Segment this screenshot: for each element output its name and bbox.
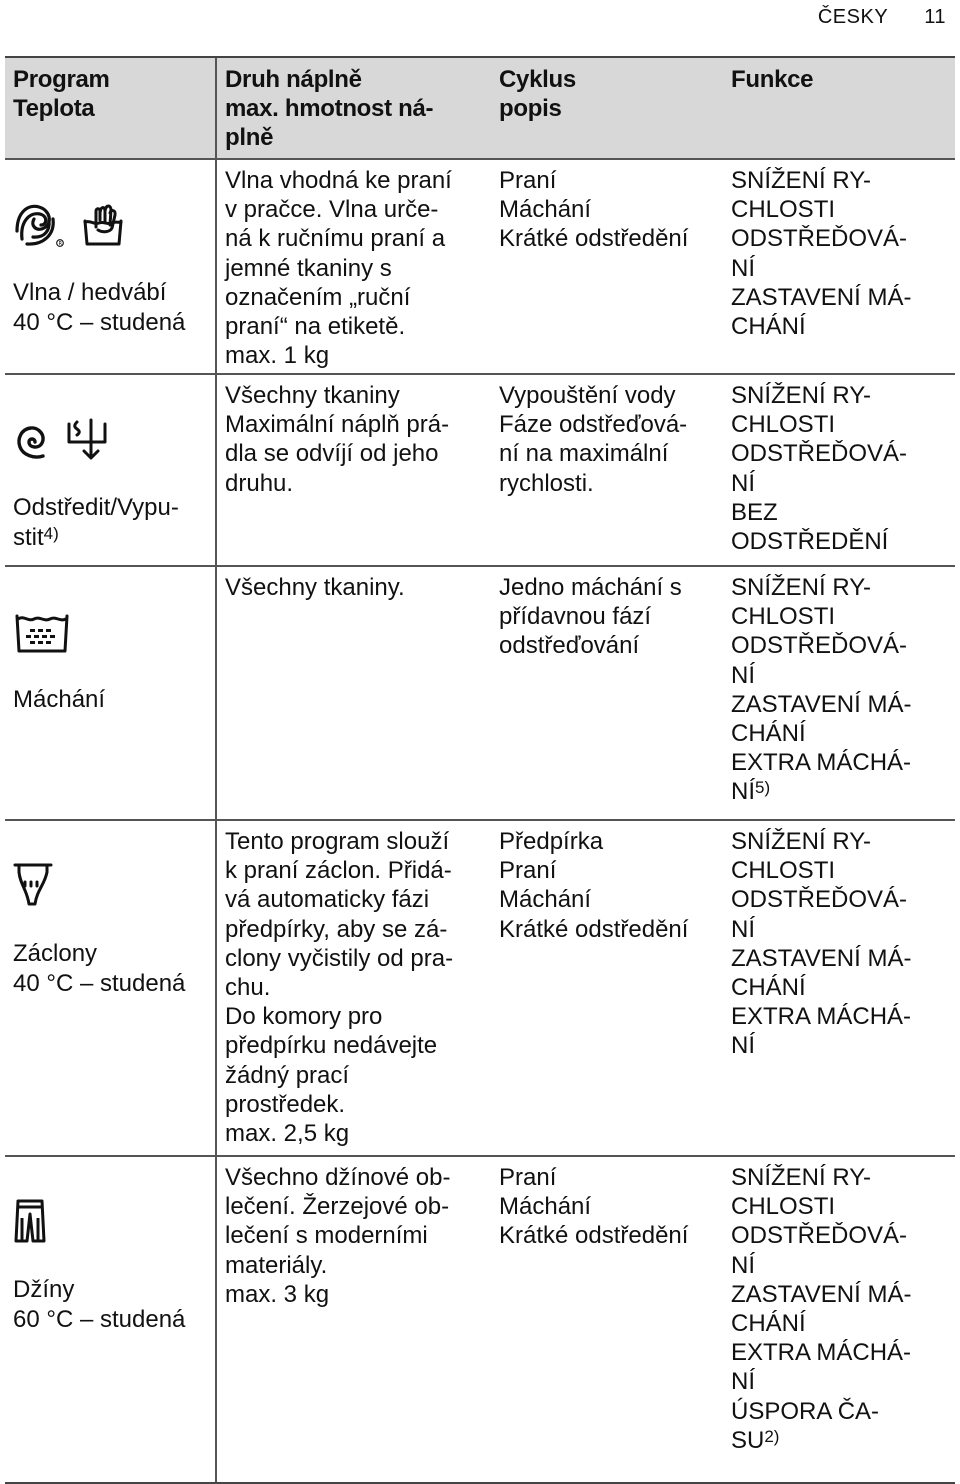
drain-icon [65, 418, 109, 462]
program-cell [5, 567, 217, 819]
load-cell: Tento program slouží k praní záclon. Přidá- vá automaticky fázi předpírky, aby se zá- clony vyčistily od pra- chu. Do komory pro předpírku nedávejte žádný prací prostředek. max. 2,5 kg [225, 828, 454, 1148]
functions-cell [723, 160, 955, 373]
jeans-icon [13, 1198, 47, 1244]
program-icons [13, 197, 205, 247]
column-header-load: Druh náplně max. hmotnost ná- plně [225, 66, 434, 152]
cycle-cell: Praní Máchání Krátké odstředění [499, 1164, 689, 1250]
program-table [5, 56, 955, 1484]
program-name: Máchání [13, 686, 106, 714]
cycle-cell: Jedno máchání s přídavnou fází odstřeďování [499, 574, 682, 660]
table-row [5, 375, 955, 567]
program-icons [13, 858, 205, 908]
column-header-cycle: Cyklus popis [499, 66, 576, 123]
program-name: Vlna / hedvábí 40 °C – studená [13, 279, 186, 336]
functions-text: SNÍŽENÍ RY- CHLOSTI ODSTŘEĎOVÁ- NÍ BEZ ODSTŘEDĚNÍ [731, 382, 908, 556]
program-cell [5, 1157, 217, 1482]
program-cell [5, 821, 217, 1155]
program-cell [5, 375, 217, 565]
footnote-ref: 5) [755, 778, 771, 798]
load-cell: Vlna vhodná ke praní v pračce. Vlna urče- ná k ručnímu praní a jemné tkaniny s označením „ruční praní“ na etiketě. max. 1 kg [225, 167, 452, 370]
language-label: ČESKY [817, 6, 889, 28]
program-cell [5, 160, 217, 373]
load-cell: Všechny tkaniny Maximální náplň prá- dla se odvíjí od jeho druhu. [225, 382, 450, 497]
functions-text: SNÍŽENÍ RY- CHLOSTI ODSTŘEĎOVÁ- NÍ ZASTAVENÍ MÁ- CHÁNÍ [731, 167, 912, 341]
page-header [818, 6, 946, 29]
functions-cell [723, 375, 955, 565]
program-name: Odstředit/Vypu- stit$^{4)}$ [13, 494, 179, 551]
wool-mark-icon [13, 201, 71, 247]
table-row [5, 160, 955, 375]
program-icons [13, 604, 205, 654]
table-row [5, 1157, 955, 1482]
column-header-program: Program Teplota [5, 58, 217, 158]
functions-cell [723, 1157, 955, 1482]
cycle-cell: Předpírka Praní Máchání Krátké odstředění [499, 828, 689, 943]
spin-icon [13, 418, 55, 462]
functions-cell [723, 567, 955, 819]
cycle-cell: Vypouštění vody Fáze odstřeďová- ní na maximální rychlosti. [499, 382, 688, 497]
table-header-row [5, 58, 955, 160]
footnote-ref: 2) [764, 1426, 780, 1446]
svg-text:R: R [58, 242, 62, 248]
column-header-functions: Funkce [731, 66, 814, 93]
table-row [5, 567, 955, 821]
functions-cell [723, 821, 955, 1155]
program-icons [13, 1194, 205, 1244]
program-name: Džíny 60 °C – studená [13, 1276, 186, 1333]
load-cell: Všechny tkaniny. [225, 574, 405, 601]
table-row [5, 821, 955, 1157]
program-name: Záclony 40 °C – studená [13, 940, 186, 997]
hand-wash-icon [81, 201, 125, 247]
cycle-cell: Praní Máchání Krátké odstředění [499, 167, 689, 253]
functions-text: SNÍŽENÍ RY- CHLOSTI ODSTŘEĎOVÁ- NÍ ZASTAVENÍ MÁ- CHÁNÍ EXTRA MÁCHÁ- NÍ ÚSPORA ČA- SU [731, 1164, 912, 1454]
functions-text: SNÍŽENÍ RY- CHLOSTI ODSTŘEĎOVÁ- NÍ ZASTAVENÍ MÁ- CHÁNÍ EXTRA MÁCHÁ- NÍ [731, 574, 912, 806]
functions-text: SNÍŽENÍ RY- CHLOSTI ODSTŘEĎOVÁ- NÍ ZASTAVENÍ MÁ- CHÁNÍ EXTRA MÁCHÁ- NÍ [731, 828, 912, 1060]
footnote-ref: 4) [43, 523, 59, 543]
load-cell: Všechno džínové ob- lečení. Žerzejové ob- lečení s moderními materiály. max. 3 kg [225, 1164, 451, 1308]
program-icons [13, 412, 205, 462]
rinse-icon [13, 608, 71, 654]
curtain-icon [13, 862, 53, 908]
page-number: 11 [924, 6, 946, 28]
